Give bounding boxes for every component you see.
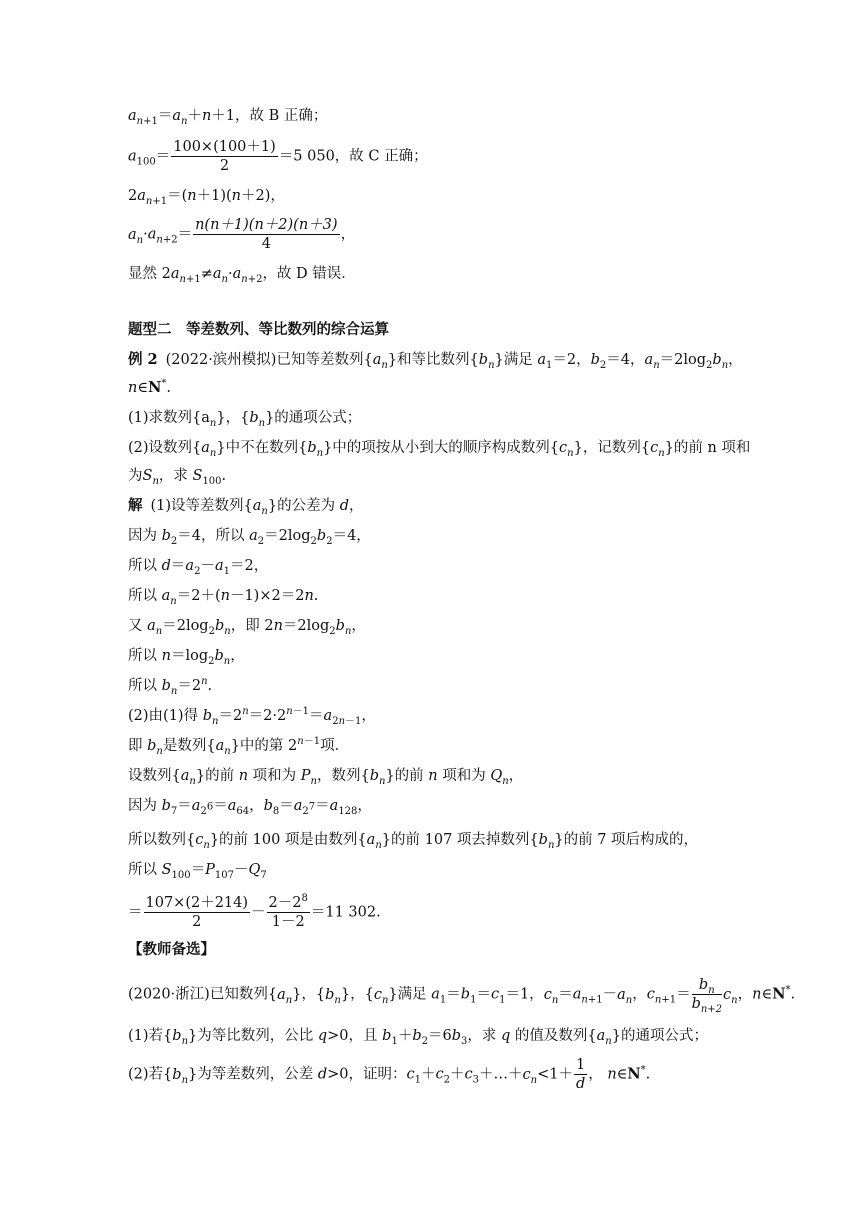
solution-line-1: 解 (1)设等差数列$\{a_n\}$的公差为 d， [128, 497, 364, 517]
question-2-line-1: (2)设数列$\{a_n\}$中不在数列$\{b_n\}$中的项按从小到大的顺序构成数列$\{c_n\}$，记数列$\{c_n\}$的前 n 项和 [128, 440, 751, 459]
line-5: 显然 $2a_{n+1}\ne a_n\cdot a_{n+2}$，故 D 错误． [128, 266, 356, 285]
solution-line-8: (2)由(1)得 $b_n=2^n=2\cdot 2^{n-1}=a_{2n-1}$， [128, 706, 376, 727]
solution-line-6: 所以 $n=\log_2b_n$， [128, 648, 245, 667]
example-2-line-2: n∈N*. [128, 378, 171, 396]
solution-line-7: 所以 $b_n=2^n$. [128, 676, 213, 697]
line-4: $a_n\cdot a_{n+2}=$ $\frac{n(n+1)(n+2)(n+3)}{4}$ ， [128, 217, 356, 252]
section-title: 题型二 等差数列、等比数列的综合运算 [128, 321, 389, 338]
line-3: $2a_{n+1}=(n+1)(n+2)$， [128, 188, 285, 207]
question-2-line-2: 为$S_n$，求 $S_{100}$. [128, 468, 227, 487]
solution-line-9: 即 $b_n$是数列$\{a_n\}$中的第 $2^{n-1}$项． [128, 736, 350, 757]
teacher-line-3: (2)若$\{b_n\}$为等差数列，公差 d>0，证明：$c_1+c_2+c_3+\dots+c_n<1+$ $\frac{1}{d}$ ， n∈N*. [128, 1057, 651, 1092]
line-1: $a_{n+1}=a_n+n+1$，故 B 正确； [128, 108, 328, 127]
solution-line-5: 又 $a_n=2\log_2b_n$，即 $2n=2\log_2b_n$， [128, 618, 366, 637]
solution-line-14: ＝ $\frac{107\times(2+214)}{2}$ － $\frac{2-2^8}{1-2}$ ＝11 302. [128, 893, 381, 930]
solution-line-11: 因为 $b_7=a_{2^6}=a_{64}$，$b_8=a_{2^7}=a_{128}$， [128, 798, 372, 817]
teacher-section-title: 【教师备选】 [128, 941, 215, 958]
solution-line-2: 因为 $b_2=4$，所以 $a_2=2\log_2b_2=4$， [128, 528, 371, 547]
example-2-line-1: 例 2 (2022·滨州模拟)已知等差数列$\{a_n\}$和等比数列$\{b_n\}$满足 $a_1=2$，$b_2=4$，$a_n=2\log_2b_n$， [128, 351, 743, 371]
solution-line-12: 所以数列$\{c_n\}$的前 100 项是由数列$\{a_n\}$的前 107 项去掉数列$\{b_n\}$的前 7 项后构成的， [128, 832, 699, 851]
solution-line-10: 设数列$\{a_n\}$的前 n 项和为 $P_n$，数列$\{b_n\}$的前 n 项和为 $Q_n$， [128, 768, 524, 787]
fraction: $\frac{100\times(100+1)}{2}$ [173, 139, 276, 174]
teacher-line-1: (2020·浙江)已知数列$\{a_n\}$，$\{b_n\}$，$\{c_n\}$满足 $a_1=b_1=c_1=1$，$c_n=a_{n+1}-a_n$，$c_{n+1}=$ $\frac{b_n}{b_{n+2}}$ $c_n$，n∈N*. [128, 977, 796, 1015]
solution-line-3: 所以 $d=a_2-a_1=2$， [128, 558, 269, 577]
question-1: (1)求数列$\{a_n\}$，$\{b_n\}$的通项公式； [128, 410, 362, 429]
teacher-line-2: (1)若$\{b_n\}$为等比数列，公比 q>0，且 $b_1+b_2=6b_3$，求 q 的值及数列$\{a_n\}$的通项公式； [128, 1028, 708, 1047]
solution-line-13: 所以 $S_{100}=P_{107}-Q_7$ [128, 862, 267, 881]
solution-line-4: 所以 $a_n=2+(n-1)\times 2=2n$. [128, 588, 319, 607]
line-2: $a_{100}=$ $\frac{100\times(100+1)}{2}$ ＝5 050，故 C 正确； [128, 139, 428, 174]
